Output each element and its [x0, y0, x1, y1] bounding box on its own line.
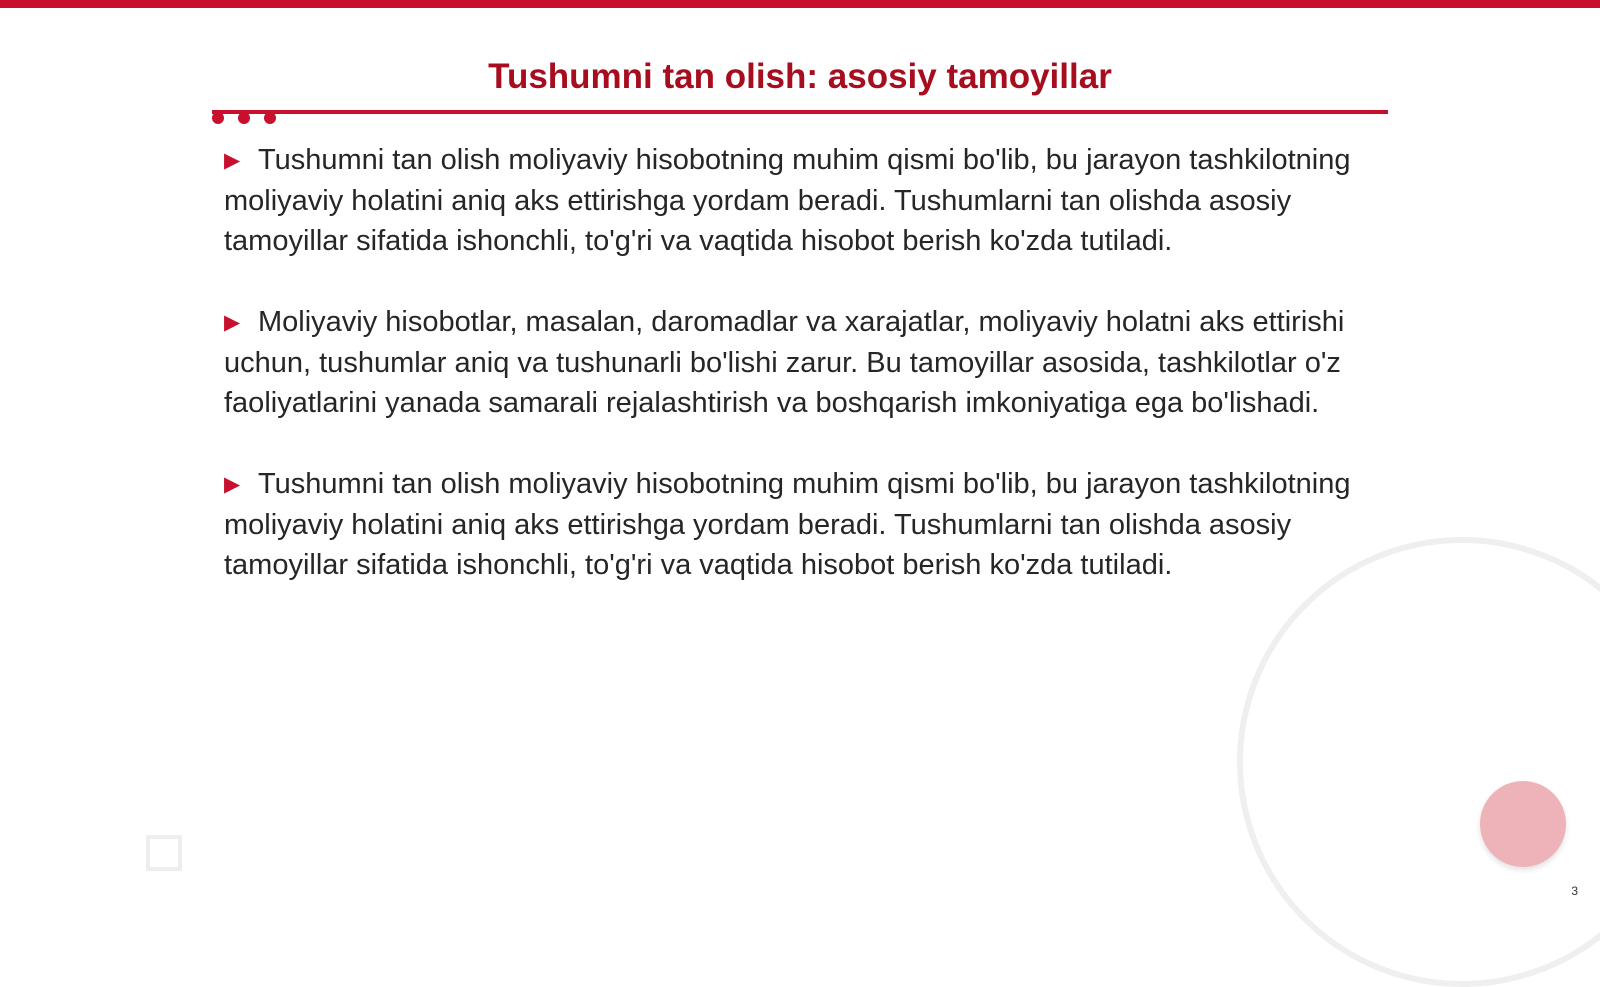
decorative-square: [146, 835, 182, 871]
decorative-circle: [1480, 781, 1566, 867]
paragraph-2: [224, 302, 1354, 423]
title-dot: [238, 112, 250, 124]
bullet-arrow-icon: ▶: [224, 473, 241, 496]
slide-body: [224, 140, 1354, 626]
title-underline: [212, 110, 1388, 114]
paragraph-3: [224, 464, 1354, 585]
top-accent-bar: [0, 0, 1600, 8]
bullet-arrow-icon: ▶: [224, 149, 241, 172]
paragraph-text: Moliyaviy hisobotlar, masalan, daromadlar va xarajatlar, moliyaviy holatni aks ettirishi uchun, tushumlar aniq va tushunarli bo'lishi zarur. Bu tamoyillar asosida, tashkilotlar o'z faoliyatlarini yanada samarali rejalashtirish va boshqarish imkoniyatiga ega bo'lishadi.: [224, 306, 1345, 419]
paragraph-text: Tushumni tan olish moliyaviy hisobotning muhim qismi bo'lib, bu jarayon tashkilotning moliyaviy holatini aniq aks ettirishga yordam beradi. Tushumlarni tan olishda asosiy tamoyillar sifatida ishonchli, to'g'ri va vaqtida hisobot berish ko'zda tutiladi.: [224, 468, 1351, 581]
paragraph-1: [224, 140, 1354, 261]
paragraph-text: Tushumni tan olish moliyaviy hisobotning muhim qismi bo'lib, bu jarayon tashkilotning moliyaviy holatini aniq aks ettirishga yordam beradi. Tushumlarni tan olishda asosiy tamoyillar sifatida ishonchli, to'g'ri va vaqtida hisobot berish ko'zda tutiladi.: [224, 144, 1351, 257]
page-number: 3: [1571, 884, 1578, 898]
slide-title: Tushumni tan olish: asosiy tamoyillar: [488, 57, 1112, 96]
bullet-arrow-icon: ▶: [224, 311, 241, 334]
title-dot: [264, 112, 276, 124]
title-dot: [212, 112, 224, 124]
